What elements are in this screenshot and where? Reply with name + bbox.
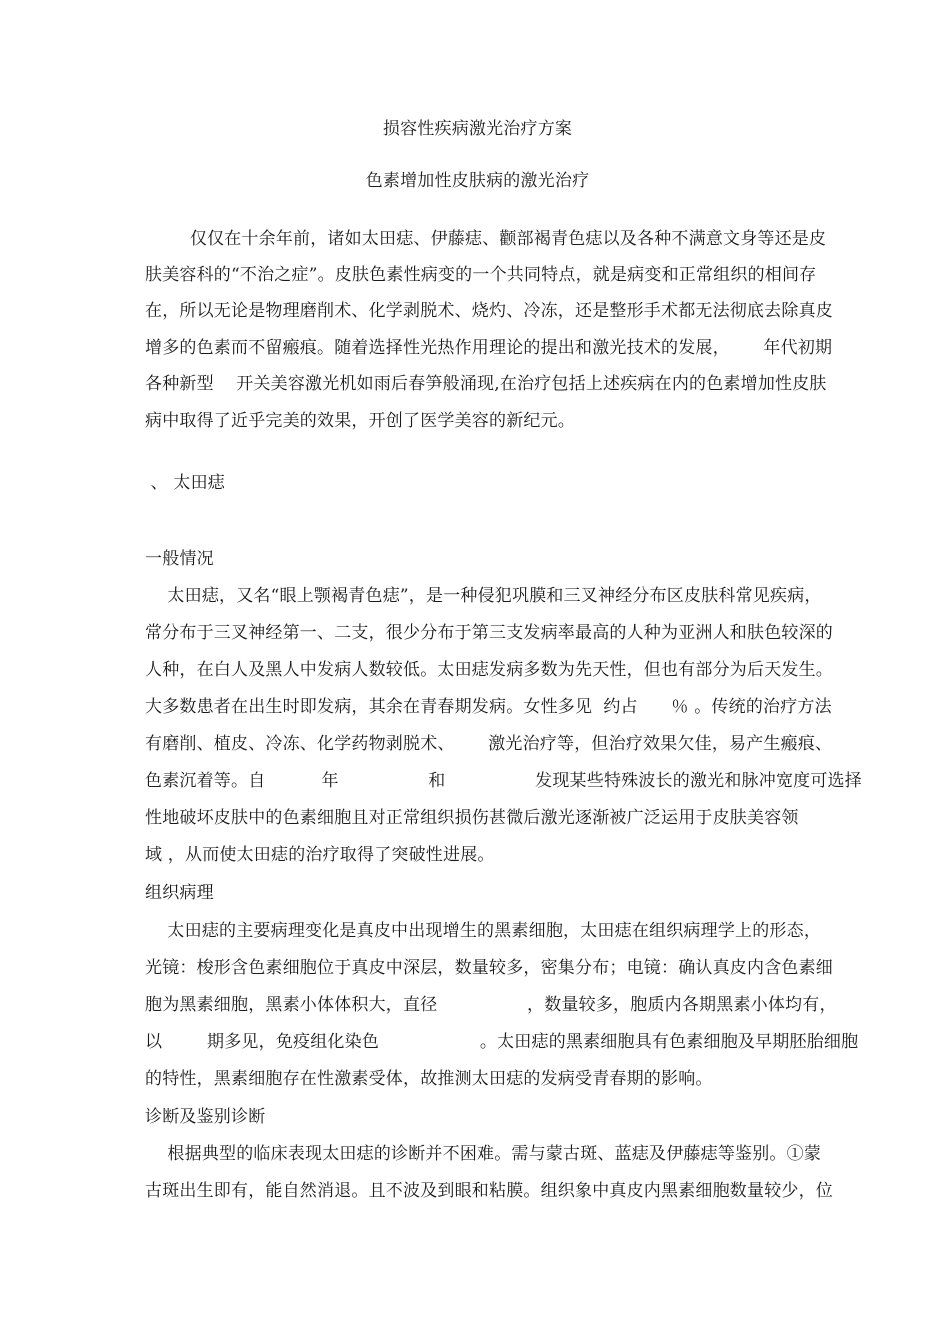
text-line: 太田痣，又名“眼上颚褐青色痣”，是一种侵犯巩膜和三叉神经分布区皮肤科常见疾病， <box>145 586 822 606</box>
text-line: 色素沉着等。自 年 和 发现某些特殊波长的激光和脉冲宽度可选择 <box>145 771 862 791</box>
text-line: 光镜：梭形含色素细胞位于真皮中深层，数量较多，密集分布；电镜：确认真皮内含色素细 <box>145 958 833 978</box>
document-subtitle: 色素增加性皮肤病的激光治疗 <box>365 171 590 191</box>
diagnosis-heading: 诊断及鉴别诊断 <box>145 1107 266 1127</box>
text-line: 人种，在白人及黑人中发病人数较低。太田痣发病多数为先天性，但也有部分为后天发生。 <box>145 660 833 680</box>
text-line: 以 期多见，免疫组化染色 。太田痣的黑素细胞具有色素细胞及早期胚胎细胞 <box>145 1032 859 1052</box>
text-line: 古斑出生即有，能自然消退。且不波及到眼和粘膜。组织象中真皮内黑素细胞数量较少，位 <box>145 1181 833 1201</box>
section-title: 、 太田痣 <box>145 473 226 493</box>
text-line: 肤美容科的“不治之症”。皮肤色素性病变的一个共同特点，就是病变和正常组织的相间存 <box>145 265 817 285</box>
text-line: 根据典型的临床表现太田痣的诊断并不困难。需与蒙古斑、蓝痣及伊藤痣等鉴别。①蒙 <box>145 1144 822 1164</box>
text-line: 域 ，从而使太田痣的治疗取得了突破性进展。 <box>145 845 495 865</box>
text-line: 性地破坏皮肤中的色素细胞且对正常组织损伤甚微后激光逐渐被广泛运用于皮肤美容领 <box>145 808 799 828</box>
text-line: 增多的色素而不留瘢痕。随着选择性光热作用理论的提出和激光技术的发展， 年代初期 <box>145 338 833 358</box>
text-line: 病中取得了近乎完美的效果，开创了医学美容的新纪元。 <box>145 411 575 431</box>
text-line: 常分布于三叉神经第一、二支，很少分布于第三支发病率最高的人种为亚洲人和肤色较深的 <box>145 623 833 643</box>
document-title: 损容性疾病激光治疗方案 <box>382 119 573 139</box>
text-line: 的特性，黑素细胞存在性激素受体，故推测太田痣的发病受青春期的影响。 <box>145 1069 713 1089</box>
text-line: 有磨削、植皮、冷冻、化学药物剥脱术、 激光治疗等，但治疗效果欠佳，易产生瘢痕、 <box>145 734 833 754</box>
text-line: 胞为黑素细胞，黑素小体体积大，直径 ，数量较多，胞质内各期黑素小体均有， <box>145 995 837 1015</box>
general-heading: 一般情况 <box>145 549 214 569</box>
text-line: 大多数患者在出生时即发病，其余在青春期发病。女性多见 约占 ％ 。传统的治疗方法 <box>145 697 832 717</box>
text-line: 仅仅在十余年前，诸如太田痣、伊藤痣、颧部褐青色痣以及各种不满意文身等还是皮 <box>145 229 827 249</box>
text-line: 在，所以无论是物理磨削术、化学剥脱术、烧灼、冷冻，还是整形手术都无法彻底去除真皮 <box>145 301 833 321</box>
text-line: 太田痣的主要病理变化是真皮中出现增生的黑素细胞，太田痣在组织病理学上的形态， <box>145 921 822 941</box>
pathology-heading: 组织病理 <box>145 883 214 903</box>
text-line: 各种新型 开关美容激光机如雨后春笋般涌现,在治疗包括上述疾病在内的色素增加性皮肤 <box>145 374 827 394</box>
